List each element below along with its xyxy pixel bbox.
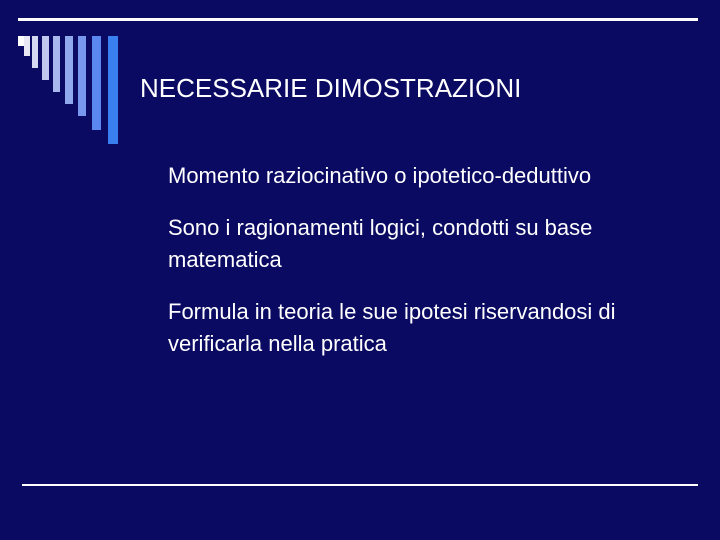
bullet-list	[168, 160, 688, 360]
bullet-item: Sono i ragionamenti logici, condotti su base matematica	[168, 215, 593, 272]
bottom-rule	[22, 484, 698, 486]
bullet-item: Momento raziocinativo o ipotetico-deduttivo	[168, 163, 592, 188]
decorative-bar	[24, 36, 30, 56]
decorative-bar	[65, 36, 73, 104]
decorative-bar	[53, 36, 60, 92]
decorative-bar	[32, 36, 38, 68]
decorative-bar	[42, 36, 49, 80]
top-rule	[18, 18, 698, 21]
slide-title: NECESSARIE DIMOSTRAZIONI	[140, 73, 522, 103]
decorative-bar	[108, 36, 118, 144]
decorative-bar	[92, 36, 101, 130]
bullet-item: Formula in teoria le sue ipotesi riservandosi di verificarla nella pratica	[168, 299, 616, 356]
decorative-bar	[78, 36, 86, 116]
decorative-bars	[18, 36, 128, 146]
